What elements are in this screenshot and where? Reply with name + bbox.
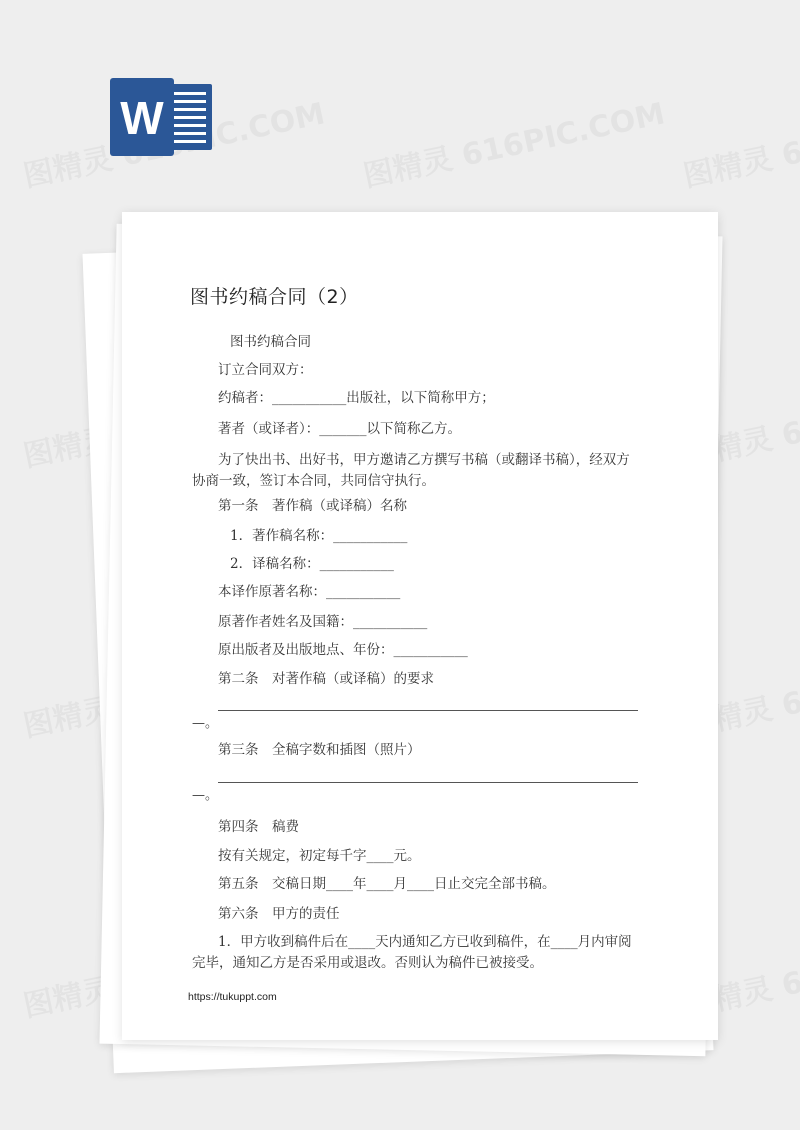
paragraph: 原著作者姓名及国籍：___________ <box>218 614 428 630</box>
article-heading: 第三条 全稿字数和插图（照片） <box>218 742 421 758</box>
blank-tail: —。 <box>192 788 219 803</box>
footer-link[interactable]: https://tukuppt.com <box>188 991 277 1003</box>
document-title: 图书约稿合同（2） <box>190 286 359 308</box>
word-logo-icon <box>110 78 214 156</box>
document-subtitle: 图书约稿合同 <box>230 334 311 350</box>
paragraph: 1．著作稿名称：___________ <box>230 528 408 544</box>
document-page <box>122 212 718 1040</box>
article-heading: 第五条 交稿日期____年____月____日止交完全部书稿。 <box>218 876 556 892</box>
article-heading: 第一条 著作稿（或译稿）名称 <box>218 498 407 514</box>
paragraph: 订立合同双方： <box>218 362 313 378</box>
paragraph: 约稿者：___________出版社，以下简称甲方； <box>218 390 495 406</box>
article-heading: 第六条 甲方的责任 <box>218 906 340 922</box>
blank-tail: —。 <box>192 716 219 731</box>
watermark <box>359 89 668 196</box>
paragraph: 2．译稿名称：___________ <box>230 556 394 572</box>
paragraph: 著者（或译者）：_______以下简称乙方。 <box>218 421 461 437</box>
blank-line <box>218 710 638 711</box>
blank-line <box>218 782 638 783</box>
paragraph: 为了快出书、出好书，甲方邀请乙方撰写书稿（或翻译书稿），经双方协商一致，签订本合同，共同信守执行。 <box>192 452 630 489</box>
word-logo-letter: W <box>120 92 164 144</box>
paragraph: 本译作原著名称：___________ <box>218 584 401 600</box>
article-heading: 第四条 稿费 <box>218 819 299 835</box>
article-heading: 第二条 对著作稿（或译稿）的要求 <box>218 671 434 687</box>
watermark <box>679 89 800 196</box>
paragraph: 1．甲方收到稿件后在____天内通知乙方已收到稿件，在____月内审阅完毕，通知乙方是否采用或退改。否则认为稿件已被接受。 <box>192 934 632 971</box>
paragraph: 按有关规定，初定每千字____元。 <box>218 848 421 864</box>
paragraph: 原出版者及出版地点、年份：___________ <box>218 642 468 658</box>
